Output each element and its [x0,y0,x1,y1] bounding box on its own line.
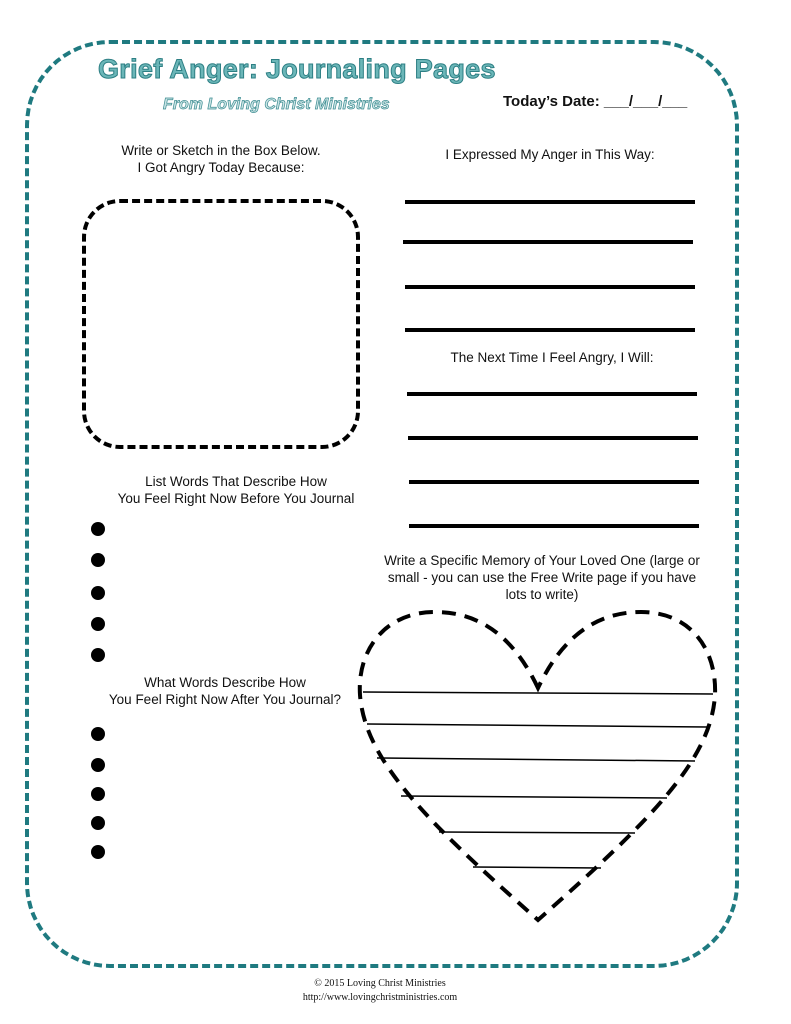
todays-date-field[interactable]: Today’s Date: ___/___/___ [503,93,688,110]
next-time-line-1[interactable] [407,392,697,396]
footer-copyright: © 2015 Loving Christ Ministries [314,978,446,989]
expressed-anger-prompt: I Expressed My Anger in This Way: [445,147,655,162]
next-time-line-2[interactable] [408,436,698,440]
after-bullet-3 [91,787,105,801]
before-journal-prompt-line1: List Words That Describe How [145,474,327,489]
before-bullet-1 [91,522,105,536]
footer-website[interactable]: http://www.lovingchristministries.com [302,992,458,1003]
after-bullet-2 [91,758,105,772]
before-bullet-3 [91,586,105,600]
heart-line-3 [377,758,695,761]
expressed-line-3[interactable] [405,285,695,289]
heart-line-6 [473,867,601,868]
after-journal-prompt-line2: You Feel Right Now After You Journal? [108,692,342,707]
heart-line-4 [401,796,667,798]
before-bullet-4 [91,617,105,631]
expressed-line-2[interactable] [403,240,693,244]
sketch-box[interactable] [82,199,360,449]
expressed-line-4[interactable] [405,328,695,332]
memory-prompt [368,552,716,603]
sketch-prompt-line2: I Got Angry Today Because: [137,160,305,175]
after-bullet-5 [91,845,105,859]
after-journal-prompt [90,674,360,708]
next-time-line-4[interactable] [409,524,699,528]
memory-heart[interactable] [355,610,725,925]
sketch-prompt-line1: Write or Sketch in the Box Below. [121,143,321,158]
before-bullet-5 [91,648,105,662]
after-bullet-1 [91,727,105,741]
heart-line-1 [363,692,713,694]
before-journal-prompt-line2: You Feel Right Now Before You Journal [117,491,355,506]
before-journal-prompt [96,473,376,507]
after-journal-prompt-line1: What Words Describe How [144,675,306,690]
heart-line-2 [367,724,707,727]
heart-outline [360,612,715,920]
next-time-prompt: The Next Time I Feel Angry, I Will: [450,350,654,365]
page-subtitle: From Loving Christ Ministries [163,96,390,113]
memory-prompt-line3: lots to write) [505,587,579,602]
heart-line-5 [439,832,635,833]
before-bullet-2 [91,553,105,567]
memory-prompt-line2: small - you can use the Free Write page if you have [387,570,697,585]
expressed-line-1[interactable] [405,200,695,204]
after-bullet-4 [91,816,105,830]
next-time-line-3[interactable] [409,480,699,484]
sketch-prompt [86,142,356,176]
memory-prompt-line1: Write a Specific Memory of Your Loved One (large or [384,553,700,568]
page-title: Grief Anger: Journaling Pages [98,54,496,84]
